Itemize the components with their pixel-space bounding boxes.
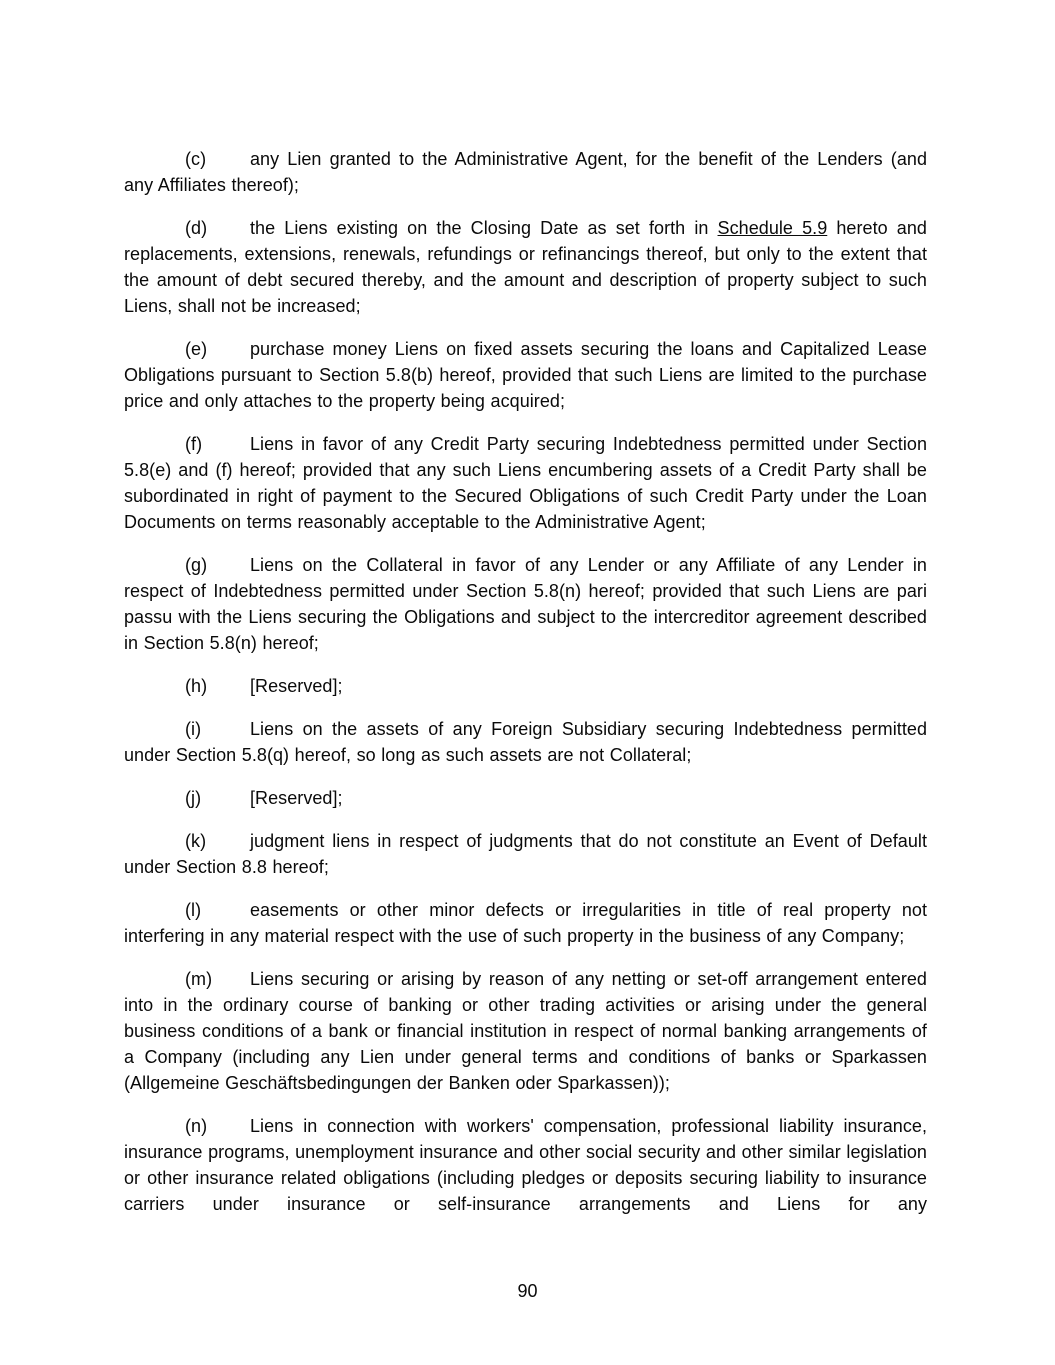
paragraph-label: (e) <box>185 339 208 359</box>
paragraph-label: (f) <box>185 434 203 454</box>
page-number: 90 <box>517 1281 538 1301</box>
paragraph-label: (l) <box>185 900 202 920</box>
paragraph-label: (n) <box>185 1116 208 1136</box>
paragraph-n <box>124 1113 927 1217</box>
paragraph-text: Liens in favor of any Credit Party securing Indebtedness permitted under Section 5.8(e) and (f) hereof; provided that any such Liens encumbering assets of a Credit Party shall be subordinated in right of payment to the Secured Obligations of such Credit Party under the Loan Documents on terms reasonably acceptable to the Administrative Agent; <box>124 434 927 532</box>
paragraph-e <box>124 336 927 414</box>
paragraph-text: any Lien granted to the Administrative Agent, for the benefit of the Lenders (and any Affiliates thereof); <box>124 149 927 195</box>
paragraph-label: (g) <box>185 555 208 575</box>
paragraph-k <box>124 828 927 880</box>
paragraph-d <box>124 215 927 319</box>
paragraph-label: (c) <box>185 149 207 169</box>
paragraph-i <box>124 716 927 768</box>
paragraph-text: Liens in connection with workers' compensation, professional liability insurance, insurance programs, unemployment insurance and other social security and other similar legislation or other insurance related obligations (including pledges or deposits securing liability to insurance carriers under insurance or self-insurance arrangements and Liens for any <box>124 1116 927 1214</box>
paragraph-text: Liens on the Collateral in favor of any Lender or any Affiliate of any Lender in respect of Indebtedness permitted under Section 5.8(n) hereof; provided that such Liens are pari passu with the Liens securing the Obligations and subject to the intercreditor agreement described in Section 5.8(n) hereof; <box>124 555 927 653</box>
paragraph-text: judgment liens in respect of judgments that do not constitute an Event of Default under Section 8.8 hereof; <box>124 831 927 877</box>
paragraph-text-before: the Liens existing on the Closing Date as set forth in <box>250 218 718 238</box>
paragraph-h <box>124 673 927 699</box>
paragraph-text: [Reserved]; <box>250 676 343 696</box>
paragraph-l <box>124 897 927 949</box>
paragraph-text: purchase money Liens on fixed assets securing the loans and Capitalized Lease Obligations pursuant to Section 5.8(b) hereof, provided that such Liens are limited to the purchase price and only attaches to the property being acquired; <box>124 339 927 411</box>
paragraph-label: (d) <box>185 218 208 238</box>
paragraph-text: easements or other minor defects or irregularities in title of real property not interfering in any material respect with the use of such property in the business of any Company; <box>124 900 927 946</box>
paragraph-m <box>124 966 927 1096</box>
document-body <box>124 146 927 1234</box>
paragraph-label: (j) <box>185 788 202 808</box>
paragraph-label: (m) <box>185 969 213 989</box>
schedule-5-9-reference: Schedule 5.9 <box>717 218 828 238</box>
paragraph-f <box>124 431 927 535</box>
paragraph-text: [Reserved]; <box>250 788 343 808</box>
paragraph-label: (k) <box>185 831 207 851</box>
paragraph-label: (h) <box>185 676 208 696</box>
paragraph-text: Liens on the assets of any Foreign Subsidiary securing Indebtedness permitted under Section 5.8(q) hereof, so long as such assets are not Collateral; <box>124 719 927 765</box>
paragraph-text-after: hereto and replacements, extensions, renewals, refundings or refinancings thereof, but only to the extent that the amount of debt secured thereby, and the amount and description of property subject to such Liens, shall not be increased; <box>124 218 927 316</box>
paragraph-g <box>124 552 927 656</box>
paragraph-label: (i) <box>185 719 202 739</box>
paragraph-text: Liens securing or arising by reason of any netting or set-off arrangement entered into in the ordinary course of banking or other trading activities or arising under the general business conditions of a bank or financial institution in respect of normal banking arrangements of a Company (including any Lien under general terms and conditions of banks or Sparkassen (Allgemeine Geschäftsbedingungen der Banken oder Sparkassen)); <box>124 969 927 1093</box>
paragraph-j <box>124 785 927 811</box>
paragraph-c <box>124 146 927 198</box>
